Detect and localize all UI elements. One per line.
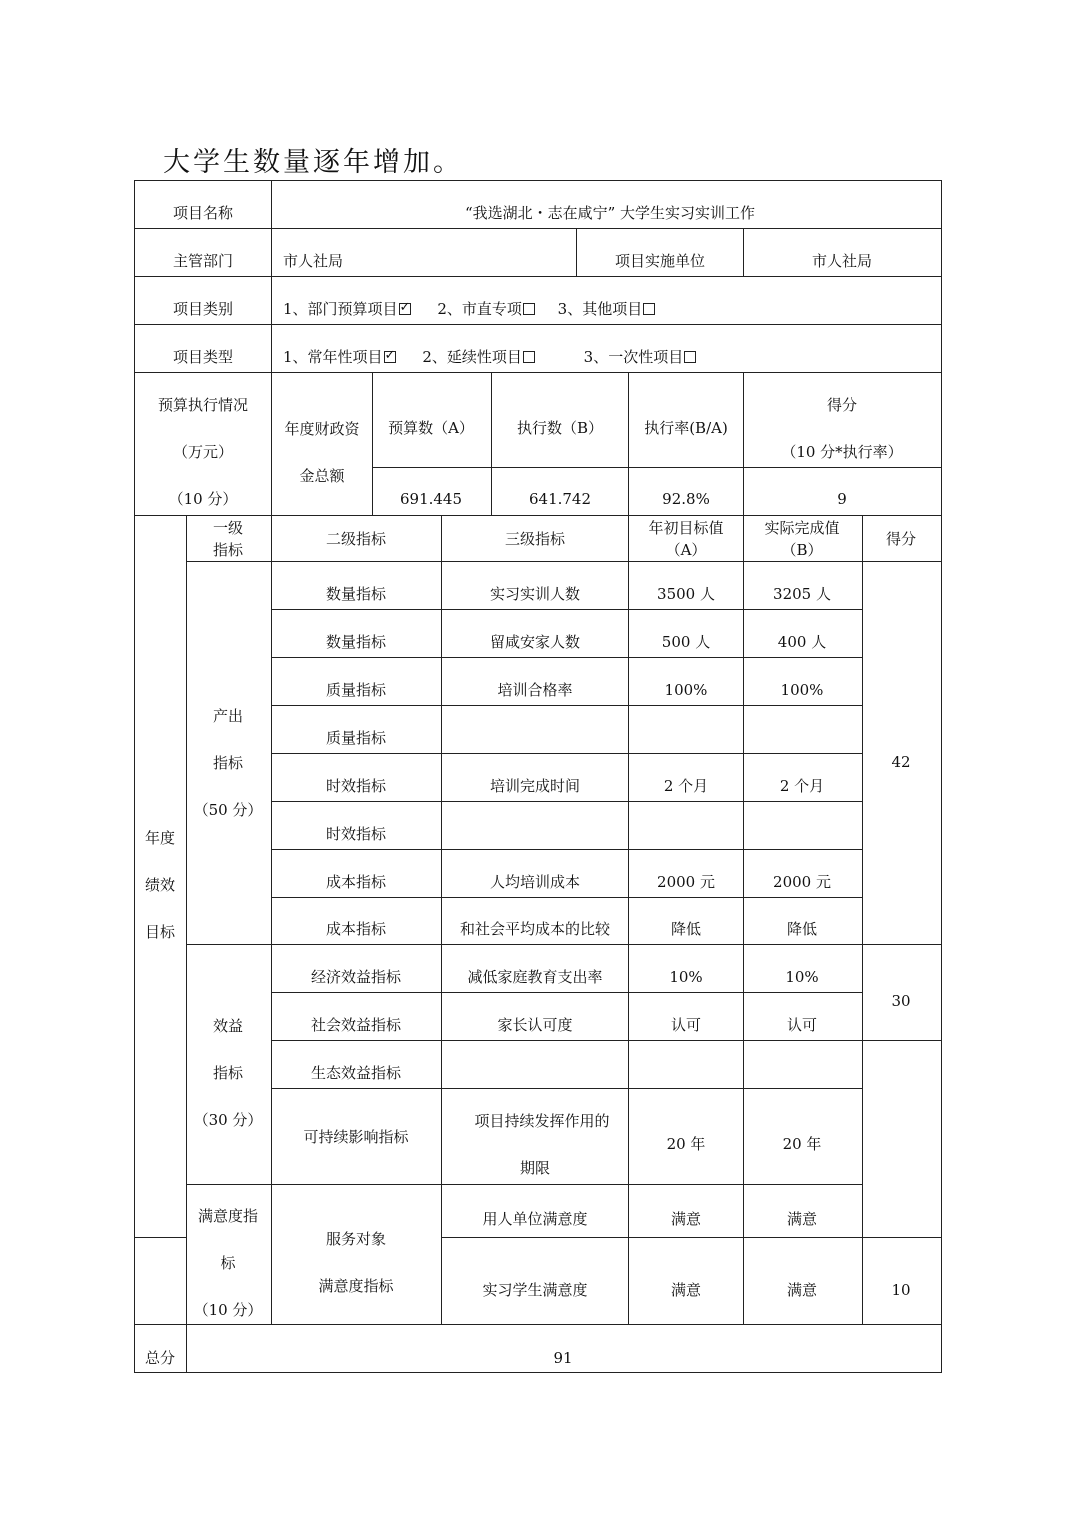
budget-label-line: （10 分） [168, 490, 238, 508]
table-row-actual: 2000 元 [773, 873, 831, 891]
goals-section-label: 目标 [144, 923, 176, 941]
header-level1: 指标 [212, 541, 244, 559]
table-row-l3: 留咸安家人数 [489, 633, 581, 651]
table-row-l2: 生态效益指标 [310, 1064, 402, 1082]
header-actual: （B） [781, 541, 823, 559]
project-name-label: 项目名称 [172, 204, 234, 222]
table-row-actual: 满意 [786, 1281, 818, 1299]
executed-value: 641.742 [528, 490, 592, 508]
table-row-target: 20 年 [666, 1135, 706, 1153]
table-row-actual: 20 年 [782, 1135, 822, 1153]
header-level1: 一级 [212, 519, 244, 537]
header-target: （A） [665, 541, 707, 559]
table-row-actual: 降低 [786, 920, 818, 938]
table-row-l3: 家长认可度 [497, 1016, 573, 1034]
category-option: 2、市直专项 [437, 300, 535, 318]
table-row-l2: 数量指标 [325, 633, 387, 651]
header-score: 得分 [885, 530, 917, 548]
header-level3: 三级指标 [504, 530, 566, 548]
checkbox-checked-icon [399, 303, 411, 315]
benefit-label: 指标 [212, 1064, 244, 1082]
table-row-l3: 项目持续发挥作用的 [474, 1112, 610, 1130]
satisfaction-l2: 服务对象 [325, 1230, 387, 1248]
total-funds-label-line: 金总额 [299, 467, 345, 485]
dept-value: 市人社局 [283, 252, 344, 270]
table-row-l2: 成本指标 [325, 920, 387, 938]
satisfaction-label: 标 [220, 1254, 236, 1272]
table-row-actual: 3205 人 [773, 585, 831, 603]
table-row-target: 2000 元 [657, 873, 715, 891]
header-level2: 二级指标 [325, 530, 387, 548]
type-option: 3、一次性项目 [584, 348, 697, 366]
table-row-l2: 可持续影响指标 [303, 1128, 409, 1146]
unit-value: 市人社局 [811, 252, 873, 270]
benefit-score: 30 [891, 992, 911, 1010]
table-row-l2: 质量指标 [325, 729, 387, 747]
planned-value: 691.445 [399, 490, 463, 508]
satisfaction-score: 10 [891, 1281, 911, 1299]
table-row-actual: 满意 [786, 1210, 818, 1228]
total-value: 91 [553, 1349, 573, 1367]
table-row-target: 10% [669, 968, 703, 986]
benefit-label: （30 分） [193, 1111, 263, 1129]
planned-label: 预算数（A） [388, 419, 474, 437]
budget-label-line: （万元） [172, 443, 234, 461]
budget-label-line: 预算执行情况 [157, 396, 249, 414]
total-label: 总分 [144, 1349, 176, 1367]
table-row-l2: 质量指标 [325, 681, 387, 699]
type-options [283, 348, 696, 366]
table-row-target: 2 个月 [663, 777, 709, 795]
budget-score-label: 得分 [826, 396, 858, 414]
table-row-actual: 10% [785, 968, 819, 986]
table-row-l3: 培训合格率 [497, 681, 573, 699]
table-row-target: 认可 [670, 1016, 702, 1034]
goals-section-label: 年度 [144, 829, 176, 847]
table-row-actual: 认可 [786, 1016, 818, 1034]
satisfaction-label: 满意度指 [197, 1207, 259, 1225]
type-option: 1、常年性项目✓ [283, 348, 396, 366]
table-row-l3: 实习学生满意度 [482, 1281, 588, 1299]
checkbox-checked-icon [384, 351, 396, 363]
table-row-target: 3500 人 [657, 585, 715, 603]
table-row-l3: 用人单位满意度 [482, 1210, 588, 1228]
executed-label: 执行数（B） [516, 419, 604, 437]
output-label: 产出 [212, 707, 244, 725]
table-row-l3: 减低家庭教育支出率 [467, 968, 603, 986]
category-options [283, 300, 655, 318]
table-row-target: 500 人 [661, 633, 711, 651]
output-label: 指标 [212, 754, 244, 772]
total-funds-label-line: 年度财政资 [284, 420, 360, 438]
table-row-actual: 2 个月 [779, 777, 825, 795]
checkbox-empty-icon [523, 351, 535, 363]
benefit-label: 效益 [212, 1017, 244, 1035]
table-row-l2: 数量指标 [325, 585, 387, 603]
type-label: 项目类型 [172, 348, 234, 366]
category-label: 项目类别 [172, 300, 234, 318]
rate-value: 92.8% [662, 490, 710, 508]
table-row-target: 满意 [670, 1210, 702, 1228]
checkbox-empty-icon [643, 303, 655, 315]
table-row-actual: 400 人 [777, 633, 827, 651]
table-row-l2: 成本指标 [325, 873, 387, 891]
table-row-target: 满意 [670, 1281, 702, 1299]
output-label: （50 分） [193, 801, 263, 819]
table-row-target: 100% [664, 681, 708, 699]
goals-section-label: 绩效 [144, 876, 176, 894]
table-row-actual: 100% [780, 681, 824, 699]
checkbox-empty-icon [523, 303, 535, 315]
category-option: 1、部门预算项目✓ [283, 300, 411, 318]
table-row-l3: 期限 [519, 1159, 551, 1177]
table-row-l2: 经济效益指标 [310, 968, 402, 986]
rate-label: 执行率(B/A) [644, 419, 728, 437]
header-actual: 实际完成值 [764, 519, 840, 537]
table-row-l3: 实习实训人数 [489, 585, 581, 603]
table-row-l3: 人均培训成本 [489, 873, 581, 891]
dept-label: 主管部门 [172, 252, 234, 270]
page-heading: 大学生数量逐年增加。 [163, 147, 463, 178]
unit-label: 项目实施单位 [614, 252, 706, 270]
category-option: 3、其他项目 [558, 300, 656, 318]
header-target: 年初目标值 [648, 519, 724, 537]
table-row-l2: 社会效益指标 [310, 1016, 402, 1034]
budget-score-value: 9 [837, 490, 847, 508]
table-row-target: 降低 [670, 920, 702, 938]
table-row-l3: 和社会平均成本的比较 [459, 920, 611, 938]
type-option: 2、延续性项目 [422, 348, 535, 366]
satisfaction-label: （10 分） [193, 1301, 263, 1319]
table-row-l3: 培训完成时间 [489, 777, 581, 795]
checkbox-empty-icon [684, 351, 696, 363]
budget-score-formula: （10 分*执行率） [781, 443, 903, 461]
satisfaction-l2: 满意度指标 [318, 1277, 394, 1295]
output-score: 42 [891, 753, 911, 771]
project-name-value: “我选湖北・志在咸宁” 大学生实习实训工作 [464, 204, 756, 222]
table-row-l2: 时效指标 [325, 825, 387, 843]
table-row-l2: 时效指标 [325, 777, 387, 795]
